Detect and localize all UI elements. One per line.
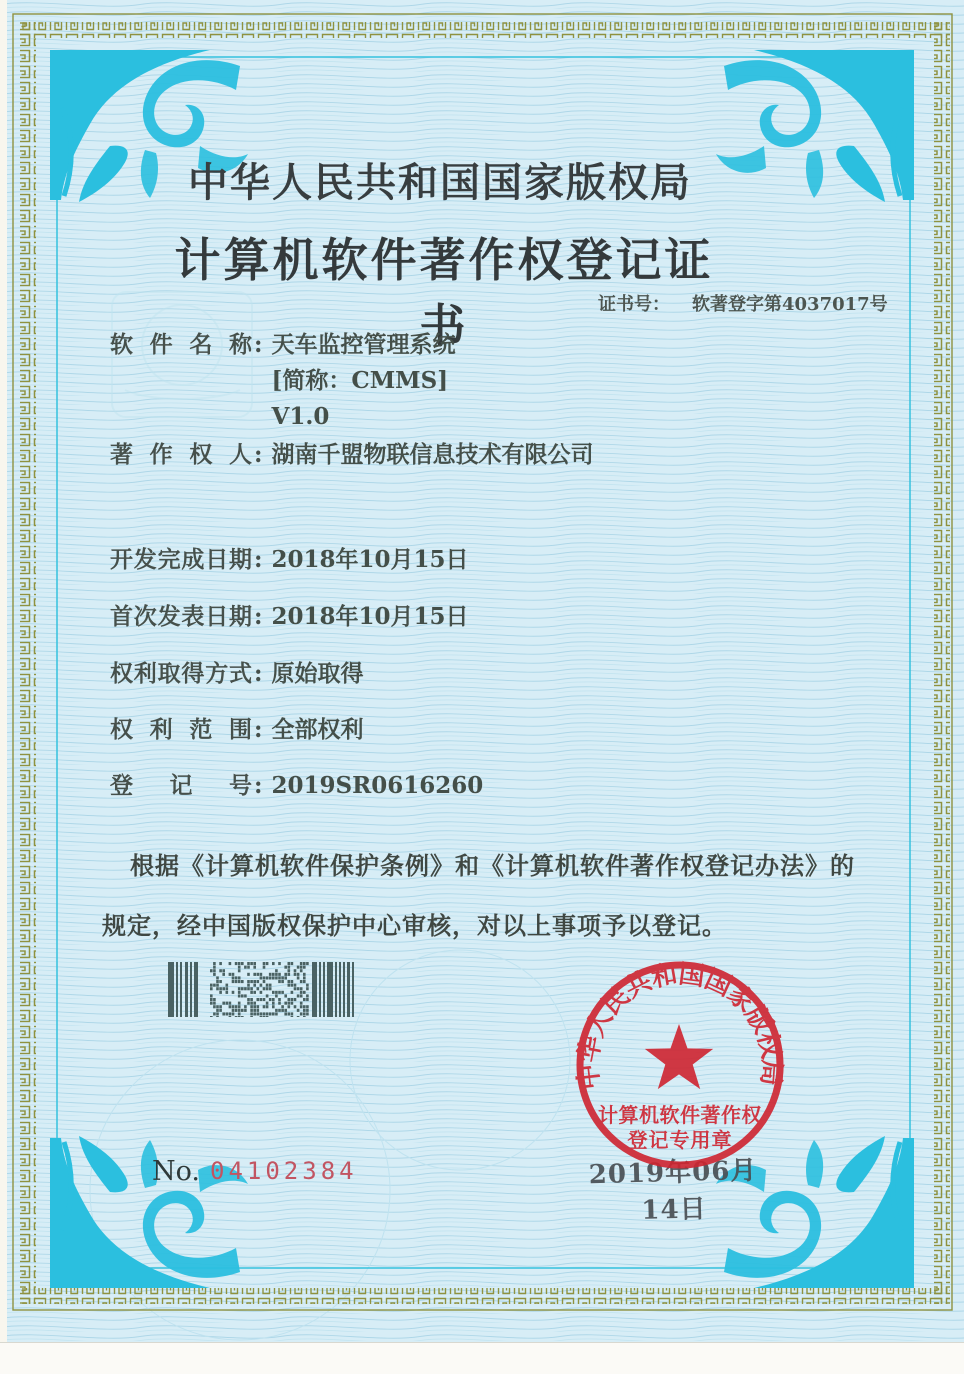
seal-star <box>645 1024 713 1089</box>
field-label: 开发完成日期 <box>110 546 252 573</box>
software-name: 天车监控管理系统 <box>271 331 456 358</box>
serial-prefix: No. <box>152 1156 200 1187</box>
field-colon: : <box>254 546 263 573</box>
certificate-number-value: 软著登字第4037017号 <box>692 294 888 315</box>
field-right-acquire-method <box>110 660 364 689</box>
software-version: V1.0 <box>271 402 330 430</box>
statement-line-1: 根据《计算机软件保护条例》和《计算机软件著作权登记办法》的 <box>130 851 855 880</box>
field-label: 著作权人 <box>110 441 252 468</box>
field-label: 软件名称 <box>110 331 252 358</box>
field-software-name <box>110 331 456 438</box>
seal-text-line1: 计算机软件著作权 <box>598 1103 762 1127</box>
copyright-owner: 湖南千盟物联信息技术有限公司 <box>271 441 594 468</box>
field-label: 权利取得方式 <box>110 660 252 687</box>
registration-no: 2019SR0616260 <box>271 772 484 799</box>
right-scope: 全部权利 <box>271 716 364 743</box>
software-alias: [简称：CMMS] <box>271 366 449 394</box>
barcode-2d <box>168 962 366 1017</box>
field-first-publish-date <box>110 603 469 632</box>
field-copyright-owner <box>110 441 594 470</box>
field-colon: : <box>254 603 263 630</box>
greek-key-border-left <box>20 22 36 1304</box>
scan-edge-bottom <box>0 1342 964 1374</box>
field-colon: : <box>254 660 263 687</box>
field-value <box>272 331 456 438</box>
field-colon: : <box>254 331 263 358</box>
field-colon: : <box>254 441 263 468</box>
serial-number-line <box>152 1156 358 1187</box>
certificate-title: 计算机软件著作权登记证书 <box>174 233 714 353</box>
field-colon: : <box>254 716 263 743</box>
authority-title: 中华人民共和国国家版权局 <box>188 159 692 206</box>
serial-number: 04102384 <box>210 1157 358 1185</box>
field-label: 权利范围 <box>110 716 252 743</box>
first-publish-date: 2018年10月15日 <box>271 603 469 630</box>
statement-line-2: 规定，经中国版权保护中心审核，对以上事项予以登记。 <box>102 911 727 940</box>
greek-key-border-top <box>20 22 950 38</box>
official-seal <box>555 940 805 1190</box>
field-right-scope <box>110 716 364 745</box>
seal-text-line2: 登记专用章 <box>627 1128 733 1152</box>
right-acquire-method: 原始取得 <box>271 660 364 687</box>
dev-complete-date: 2018年10月15日 <box>271 546 469 573</box>
seal-ring-text: 中华人民共和国国家版权局 <box>573 959 787 1092</box>
scan-edge-left <box>0 0 7 1342</box>
field-label: 首次发表日期 <box>110 603 252 630</box>
certificate-number-label: 证书号： <box>598 294 670 315</box>
field-registration-no <box>110 772 483 801</box>
field-dev-complete-date <box>110 546 469 575</box>
greek-key-border-bottom <box>20 1288 950 1304</box>
field-colon: : <box>254 772 263 799</box>
field-label: 登记号 <box>110 772 252 799</box>
greek-key-border-right <box>934 22 950 1304</box>
certificate-number-line <box>598 290 888 316</box>
stamp-date: 2019年06月14日 <box>588 1155 758 1226</box>
